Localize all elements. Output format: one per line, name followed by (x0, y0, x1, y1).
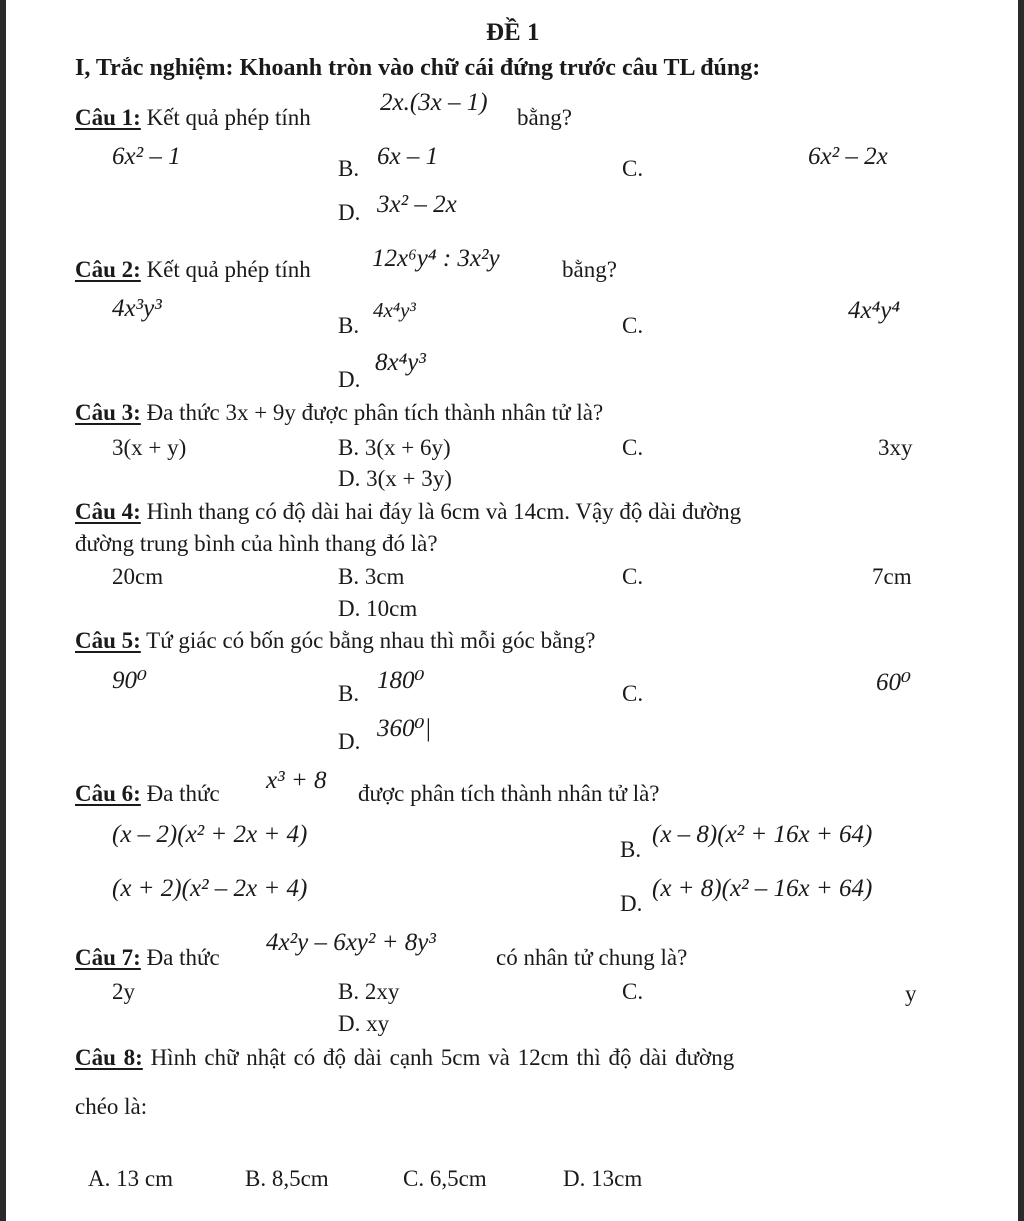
question-4 (75, 500, 741, 523)
question-6-label: Câu 6: (75, 781, 141, 806)
q4-option-c[interactable]: 7cm (872, 564, 912, 589)
q2-option-b[interactable]: 4x⁴y³ (373, 298, 416, 322)
q8-option-d[interactable]: D. 13cm (563, 1166, 643, 1191)
question-8-text: Hình chữ nhật có độ dài cạnh 5cm và 12cm thì độ dài đường (150, 1045, 735, 1070)
q4-option-b[interactable]: B. 3cm (338, 564, 405, 589)
question-2-expression: 12x⁶y⁴ : 3x²y (372, 245, 500, 272)
q6-option-b[interactable]: (x – 8)(x² + 16x + 64) (652, 821, 873, 848)
q5-option-d-label: D. (338, 729, 361, 754)
q5-option-d[interactable]: 360⁰| (377, 715, 432, 742)
page-border-right (1018, 0, 1024, 1221)
section-heading: I, Trắc nghiệm: Khoanh tròn vào chữ cái đứng trước câu TL đúng: (75, 55, 761, 81)
q3-option-a[interactable]: 3(x + y) (112, 435, 187, 460)
question-2-text: Kết quả phép tính (146, 257, 311, 282)
question-1-expression: 2x.(3x – 1) (380, 89, 488, 116)
q5-option-c[interactable]: 60⁰ (876, 669, 912, 696)
q7-option-c-label: C. (622, 979, 644, 1004)
q6-option-b-label: B. (620, 837, 642, 862)
q3-option-d[interactable]: D. 3(x + 3y) (338, 466, 452, 491)
question-4-text: Hình thang có độ dài hai đáy là 6cm và 14cm. Vậy độ dài đường (146, 499, 742, 524)
q2-option-b-label: B. (338, 313, 360, 338)
q5-option-c-label: C. (622, 681, 644, 706)
q6-option-a[interactable]: (x – 2)(x² + 2x + 4) (112, 821, 308, 848)
q2-option-d[interactable]: 8x⁴y³ (375, 349, 426, 376)
q1-option-d[interactable]: 3x² – 2x (377, 191, 457, 218)
question-2-label: Câu 2: (75, 257, 141, 282)
question-6-text-after: được phân tích thành nhân tử là? (358, 781, 660, 806)
question-7 (75, 946, 220, 969)
q6-option-d-label: D. (620, 891, 643, 916)
question-3-label: Câu 3: (75, 400, 141, 425)
page-title: ĐỀ 1 (486, 19, 540, 46)
question-7-expression: 4x²y – 6xy² + 8y³ (266, 929, 436, 956)
question-4-text-line2: đường trung bình của hình thang đó là? (75, 531, 438, 556)
q1-option-c-label: C. (622, 156, 644, 181)
question-7-text-after: có nhân tử chung là? (496, 945, 688, 970)
question-8-label: Câu 8: (75, 1045, 143, 1070)
q6-option-d[interactable]: (x + 8)(x² – 16x + 64) (652, 875, 873, 902)
question-2-text-after: bằng? (562, 257, 617, 282)
q1-option-c[interactable]: 6x² – 2x (808, 143, 888, 170)
question-5 (75, 629, 596, 652)
question-8 (75, 1046, 734, 1069)
q2-option-c-label: C. (622, 313, 644, 338)
q7-option-d[interactable]: D. xy (338, 1011, 390, 1036)
q3-option-c-label: C. (622, 435, 644, 460)
question-4-label: Câu 4: (75, 499, 141, 524)
q1-option-b[interactable]: 6x – 1 (377, 143, 439, 170)
q3-option-b[interactable]: B. 3(x + 6y) (338, 435, 451, 460)
q1-option-a[interactable]: 6x² – 1 (112, 143, 181, 170)
q5-option-b[interactable]: 180⁰ (377, 667, 425, 694)
question-1-text-after: bằng? (517, 105, 572, 130)
q8-option-a[interactable]: A. 13 cm (88, 1166, 173, 1191)
q1-option-b-label: B. (338, 156, 360, 181)
q7-option-a[interactable]: 2y (112, 979, 135, 1004)
question-8-text-line2: chéo là: (75, 1094, 148, 1119)
question-2 (75, 258, 311, 281)
page-border-left (0, 0, 6, 1221)
question-6 (75, 782, 220, 805)
question-5-label: Câu 5: (75, 628, 141, 653)
q4-option-a[interactable]: 20cm (112, 564, 164, 589)
question-6-text: Đa thức (146, 781, 220, 806)
q4-option-c-label: C. (622, 564, 644, 589)
question-5-text: Tứ giác có bốn góc bằng nhau thì mỗi góc bằng? (146, 628, 596, 653)
question-6-expression: x³ + 8 (266, 767, 327, 794)
question-7-text: Đa thức (146, 945, 220, 970)
q6-option-c[interactable]: (x + 2)(x² – 2x + 4) (112, 875, 308, 902)
q2-option-a[interactable]: 4x³y³ (112, 295, 162, 322)
question-3 (75, 401, 603, 424)
question-1-label: Câu 1: (75, 105, 141, 130)
question-3-text: Đa thức 3x + 9y được phân tích thành nhân tử là? (146, 400, 604, 425)
q8-option-b[interactable]: B. 8,5cm (245, 1166, 329, 1191)
q4-option-d[interactable]: D. 10cm (338, 596, 418, 621)
q3-option-c[interactable]: 3xy (878, 435, 913, 460)
q1-option-d-label: D. (338, 200, 361, 225)
question-7-label: Câu 7: (75, 945, 141, 970)
q2-option-c[interactable]: 4x⁴y⁴ (848, 297, 901, 324)
q7-option-c[interactable]: y (905, 981, 917, 1006)
question-1-text: Kết quả phép tính (146, 105, 311, 130)
q5-option-b-label: B. (338, 681, 360, 706)
q7-option-b[interactable]: B. 2xy (338, 979, 400, 1004)
question-1 (75, 106, 311, 129)
q2-option-d-label: D. (338, 367, 361, 392)
q5-option-a[interactable]: 90⁰ (112, 667, 148, 694)
q8-option-c[interactable]: C. 6,5cm (403, 1166, 487, 1191)
